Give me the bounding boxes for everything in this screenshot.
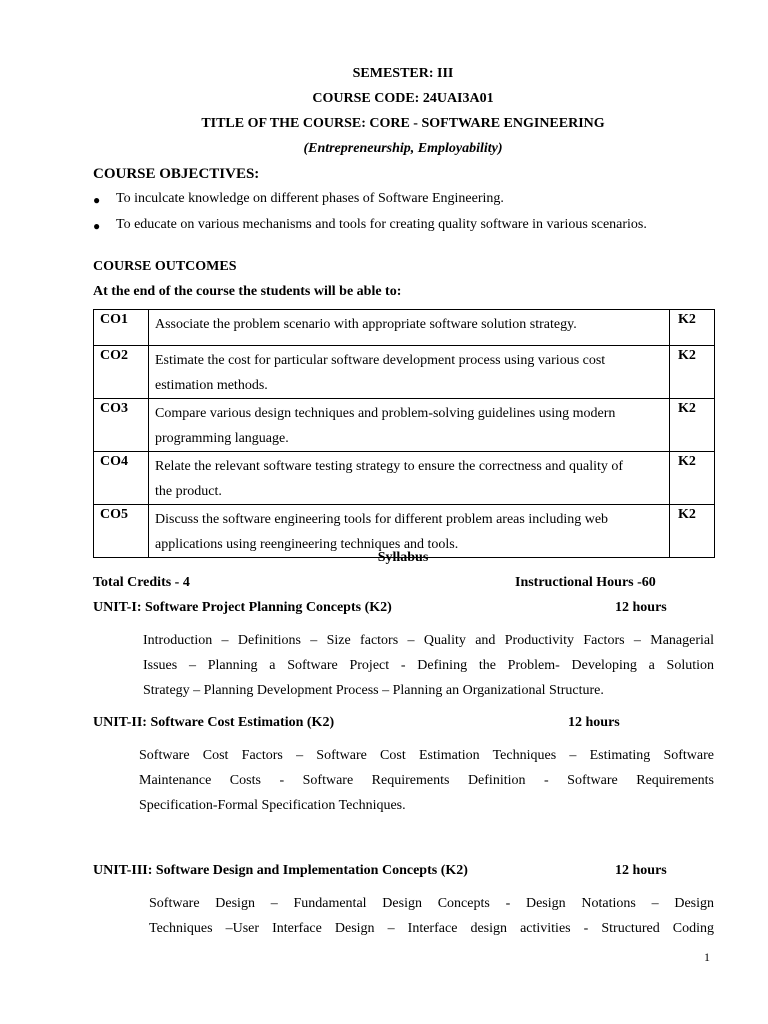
unit-title: UNIT-III: Software Design and Implementation Concepts (K2) <box>93 863 468 878</box>
unit-hours: 12 hours <box>615 863 667 878</box>
outcomes-intro: At the end of the course the students will be able to: <box>93 284 402 299</box>
unit-content: Software Design – Fundamental Design Concepts - Design Notations – Design Techniques –User Interface Design – Interface design activities - Structured Coding <box>149 896 714 936</box>
co-code: CO5 <box>94 505 149 558</box>
co-level: K2 <box>670 505 715 558</box>
table-row <box>94 346 715 399</box>
co-code: CO2 <box>94 346 149 399</box>
syllabus-heading: Syllabus <box>377 550 429 565</box>
unit-title: UNIT-I: Software Project Planning Concepts (K2) <box>93 600 392 615</box>
co-code: CO4 <box>94 452 149 505</box>
total-credits: Total Credits - 4 <box>93 575 190 590</box>
co-code: CO3 <box>94 399 149 452</box>
course-title-heading: TITLE OF THE COURSE: CORE - SOFTWARE ENGINEERING <box>201 116 605 131</box>
co-description: Associate the problem scenario with appropriate software solution strategy. <box>149 310 670 346</box>
co-description: Estimate the cost for particular software development process using various cost estimation methods. <box>149 346 670 399</box>
unit-hours: 12 hours <box>568 715 620 730</box>
unit-content: Software Cost Factors – Software Cost Estimation Techniques – Estimating Software Maintenance Costs - Software Requirements Definition - Software Requirements Specification-Formal Specification Techniques. <box>139 748 714 813</box>
objectives-heading: COURSE OBJECTIVES: <box>93 166 260 182</box>
co-level: K2 <box>670 310 715 346</box>
bullet-icon: ● <box>93 219 101 233</box>
co-level: K2 <box>670 399 715 452</box>
table-row <box>94 310 715 346</box>
unit-hours: 12 hours <box>615 600 667 615</box>
course-code-heading: COURSE CODE: 24UAI3A01 <box>312 91 494 106</box>
co-code: CO1 <box>94 310 149 346</box>
course-outcomes-table <box>93 309 715 558</box>
unit-title: UNIT-II: Software Cost Estimation (K2) <box>93 715 335 730</box>
co-description: Compare various design techniques and problem-solving guidelines using modern programming language. <box>149 399 670 452</box>
unit-content: Introduction – Definitions – Size factors – Quality and Productivity Factors – Managerial Issues – Planning a Software Project - Defining the Problem- Developing a Solution Strategy – Planning Development Process – Planning an Organizational Structure. <box>143 633 714 698</box>
table-row <box>94 452 715 505</box>
co-description: Relate the relevant software testing strategy to ensure the correctness and quality of the product. <box>149 452 670 505</box>
objective-item: To educate on various mechanisms and tools for creating quality software in various scenarios. <box>116 217 647 232</box>
co-level: K2 <box>670 346 715 399</box>
co-description: Discuss the software engineering tools for different problem areas including web applications using reengineering techniques and tools. <box>149 505 670 558</box>
outcomes-heading: COURSE OUTCOMES <box>93 259 237 274</box>
course-tags: (Entrepreneurship, Employability) <box>303 141 503 156</box>
page-number: 1 <box>704 950 710 964</box>
instructional-hours: Instructional Hours -60 <box>515 575 656 590</box>
table-row <box>94 399 715 452</box>
objective-item: To inculcate knowledge on different phases of Software Engineering. <box>116 191 504 206</box>
semester-heading: SEMESTER: III <box>352 66 454 81</box>
bullet-icon: ● <box>93 193 101 207</box>
co-level: K2 <box>670 452 715 505</box>
